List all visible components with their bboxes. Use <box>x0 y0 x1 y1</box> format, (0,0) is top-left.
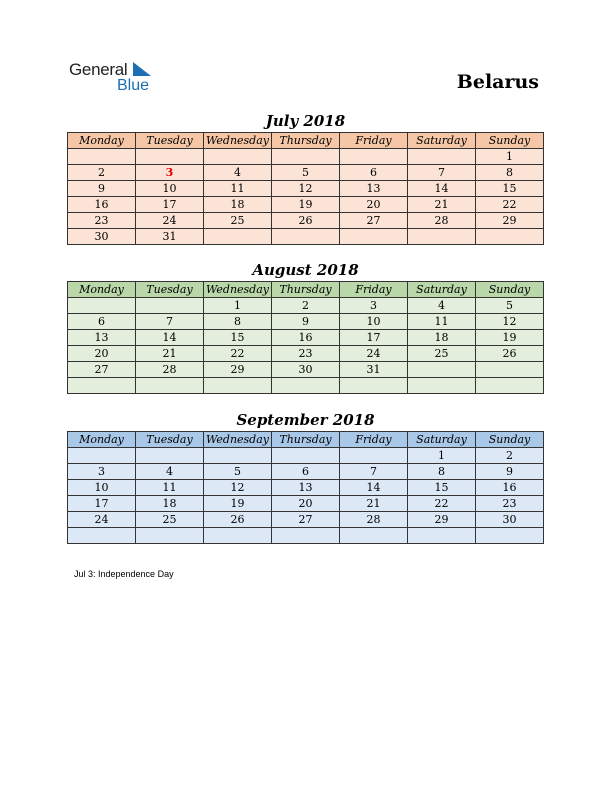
day-cell <box>204 378 272 394</box>
logo-flag-icon <box>133 62 153 76</box>
weekday-header: Sunday <box>476 282 544 298</box>
day-cell: 12 <box>272 181 340 197</box>
day-cell <box>340 149 408 165</box>
day-cell <box>340 528 408 544</box>
weekday-header: Monday <box>68 133 136 149</box>
day-cell: 27 <box>340 213 408 229</box>
weekday-header: Thursday <box>272 133 340 149</box>
day-cell: 8 <box>408 464 476 480</box>
day-cell: 27 <box>272 512 340 528</box>
day-cell: 4 <box>136 464 204 480</box>
week-row <box>68 229 544 245</box>
weekday-header: Friday <box>340 282 408 298</box>
week-row <box>68 448 544 464</box>
calendar-table <box>67 431 544 544</box>
day-cell <box>408 378 476 394</box>
day-cell: 24 <box>340 346 408 362</box>
day-cell <box>408 362 476 378</box>
day-cell: 14 <box>340 480 408 496</box>
weekday-header: Tuesday <box>136 133 204 149</box>
country-title: Belarus <box>456 71 539 93</box>
day-cell: 26 <box>204 512 272 528</box>
day-cell: 31 <box>340 362 408 378</box>
day-cell: 19 <box>476 330 544 346</box>
day-cell: 14 <box>408 181 476 197</box>
week-row <box>68 512 544 528</box>
holiday-day-cell: 3 <box>136 165 204 181</box>
day-cell: 26 <box>272 213 340 229</box>
day-cell <box>136 298 204 314</box>
week-row <box>68 528 544 544</box>
day-cell: 23 <box>272 346 340 362</box>
day-cell: 19 <box>272 197 340 213</box>
weekday-header: Thursday <box>272 432 340 448</box>
day-cell: 25 <box>136 512 204 528</box>
day-cell: 5 <box>204 464 272 480</box>
week-row <box>68 346 544 362</box>
day-cell: 21 <box>340 496 408 512</box>
day-cell: 2 <box>68 165 136 181</box>
calendar-table <box>67 132 544 245</box>
day-cell <box>204 229 272 245</box>
day-cell: 13 <box>68 330 136 346</box>
day-cell: 15 <box>476 181 544 197</box>
day-cell: 2 <box>476 448 544 464</box>
day-cell: 12 <box>204 480 272 496</box>
day-cell: 28 <box>340 512 408 528</box>
day-cell: 30 <box>476 512 544 528</box>
day-cell <box>340 448 408 464</box>
day-cell: 16 <box>272 330 340 346</box>
day-cell: 24 <box>68 512 136 528</box>
day-cell <box>476 362 544 378</box>
day-cell: 18 <box>408 330 476 346</box>
day-cell: 7 <box>136 314 204 330</box>
weekday-header: Saturday <box>408 282 476 298</box>
day-cell: 20 <box>272 496 340 512</box>
day-cell <box>204 149 272 165</box>
week-row <box>68 314 544 330</box>
day-cell <box>204 448 272 464</box>
day-cell: 9 <box>272 314 340 330</box>
day-cell <box>408 528 476 544</box>
weekday-header: Sunday <box>476 432 544 448</box>
brand-logo <box>69 60 159 96</box>
day-cell: 2 <box>272 298 340 314</box>
day-cell: 10 <box>136 181 204 197</box>
day-cell <box>272 229 340 245</box>
day-cell <box>476 229 544 245</box>
day-cell: 11 <box>204 181 272 197</box>
weekday-header: Tuesday <box>136 282 204 298</box>
month-title: September 2018 <box>236 411 375 429</box>
day-cell: 18 <box>136 496 204 512</box>
day-cell <box>272 149 340 165</box>
day-cell <box>272 448 340 464</box>
day-cell: 11 <box>408 314 476 330</box>
logo-text-general: General <box>69 60 128 79</box>
day-cell: 6 <box>272 464 340 480</box>
day-cell: 4 <box>204 165 272 181</box>
day-cell: 24 <box>136 213 204 229</box>
week-row <box>68 496 544 512</box>
day-cell: 30 <box>68 229 136 245</box>
day-cell: 1 <box>408 448 476 464</box>
month-calendar-september <box>67 409 544 544</box>
day-cell <box>476 378 544 394</box>
day-cell: 22 <box>408 496 476 512</box>
day-cell <box>408 149 476 165</box>
day-cell: 8 <box>204 314 272 330</box>
day-cell <box>136 448 204 464</box>
weekday-header: Friday <box>340 133 408 149</box>
weekday-header: Tuesday <box>136 432 204 448</box>
day-cell: 22 <box>204 346 272 362</box>
day-cell: 3 <box>68 464 136 480</box>
week-row <box>68 165 544 181</box>
weekday-header: Thursday <box>272 282 340 298</box>
day-cell <box>136 378 204 394</box>
week-row <box>68 149 544 165</box>
day-cell <box>204 528 272 544</box>
day-cell: 31 <box>136 229 204 245</box>
weekday-header: Wednesday <box>204 133 272 149</box>
week-row <box>68 362 544 378</box>
day-cell <box>68 448 136 464</box>
day-cell: 20 <box>340 197 408 213</box>
day-cell: 7 <box>340 464 408 480</box>
week-row <box>68 197 544 213</box>
weekday-header: Monday <box>68 282 136 298</box>
day-cell: 9 <box>68 181 136 197</box>
day-cell: 29 <box>408 512 476 528</box>
day-cell <box>340 378 408 394</box>
day-cell: 8 <box>476 165 544 181</box>
day-cell <box>136 149 204 165</box>
week-row <box>68 378 544 394</box>
day-cell: 4 <box>408 298 476 314</box>
day-cell: 21 <box>136 346 204 362</box>
day-cell: 14 <box>136 330 204 346</box>
day-cell <box>408 229 476 245</box>
weekday-header: Sunday <box>476 133 544 149</box>
holiday-notes <box>74 569 174 579</box>
day-cell <box>68 378 136 394</box>
holiday-note: Jul 3: Independence Day <box>74 569 174 579</box>
day-cell: 5 <box>476 298 544 314</box>
day-cell <box>68 298 136 314</box>
day-cell: 1 <box>204 298 272 314</box>
day-cell: 25 <box>408 346 476 362</box>
weekday-header: Saturday <box>408 133 476 149</box>
day-cell: 17 <box>340 330 408 346</box>
day-cell: 1 <box>476 149 544 165</box>
day-cell: 3 <box>340 298 408 314</box>
day-cell: 10 <box>340 314 408 330</box>
weekday-header: Saturday <box>408 432 476 448</box>
day-cell: 23 <box>68 213 136 229</box>
day-cell: 15 <box>408 480 476 496</box>
day-cell: 11 <box>136 480 204 496</box>
day-cell: 27 <box>68 362 136 378</box>
weekday-header-row <box>68 432 544 448</box>
day-cell: 16 <box>476 480 544 496</box>
day-cell: 28 <box>408 213 476 229</box>
day-cell: 18 <box>204 197 272 213</box>
day-cell: 6 <box>340 165 408 181</box>
day-cell: 13 <box>272 480 340 496</box>
week-row <box>68 330 544 346</box>
weekday-header: Monday <box>68 432 136 448</box>
day-cell <box>476 528 544 544</box>
calendar-table <box>67 281 544 394</box>
day-cell <box>68 149 136 165</box>
weekday-header: Friday <box>340 432 408 448</box>
month-calendar-july <box>67 110 544 245</box>
day-cell: 17 <box>136 197 204 213</box>
day-cell: 12 <box>476 314 544 330</box>
day-cell: 17 <box>68 496 136 512</box>
month-calendar-august <box>67 259 544 394</box>
logo-text-blue: Blue <box>117 77 150 94</box>
weekday-header: Wednesday <box>204 432 272 448</box>
day-cell: 9 <box>476 464 544 480</box>
day-cell: 21 <box>408 197 476 213</box>
weekday-header-row <box>68 133 544 149</box>
day-cell: 25 <box>204 213 272 229</box>
day-cell: 6 <box>68 314 136 330</box>
day-cell: 22 <box>476 197 544 213</box>
weekday-header-row <box>68 282 544 298</box>
day-cell <box>136 528 204 544</box>
week-row <box>68 298 544 314</box>
week-row <box>68 181 544 197</box>
day-cell: 7 <box>408 165 476 181</box>
day-cell: 30 <box>272 362 340 378</box>
day-cell: 28 <box>136 362 204 378</box>
day-cell: 26 <box>476 346 544 362</box>
day-cell: 29 <box>476 213 544 229</box>
day-cell <box>272 528 340 544</box>
week-row <box>68 213 544 229</box>
week-row <box>68 480 544 496</box>
week-row <box>68 464 544 480</box>
weekday-header: Wednesday <box>204 282 272 298</box>
month-title: August 2018 <box>252 261 359 279</box>
day-cell: 5 <box>272 165 340 181</box>
day-cell: 16 <box>68 197 136 213</box>
day-cell: 20 <box>68 346 136 362</box>
month-title: July 2018 <box>265 112 346 130</box>
day-cell: 29 <box>204 362 272 378</box>
day-cell <box>68 528 136 544</box>
day-cell: 23 <box>476 496 544 512</box>
day-cell: 10 <box>68 480 136 496</box>
day-cell: 13 <box>340 181 408 197</box>
day-cell: 19 <box>204 496 272 512</box>
day-cell <box>340 229 408 245</box>
day-cell: 15 <box>204 330 272 346</box>
day-cell <box>272 378 340 394</box>
